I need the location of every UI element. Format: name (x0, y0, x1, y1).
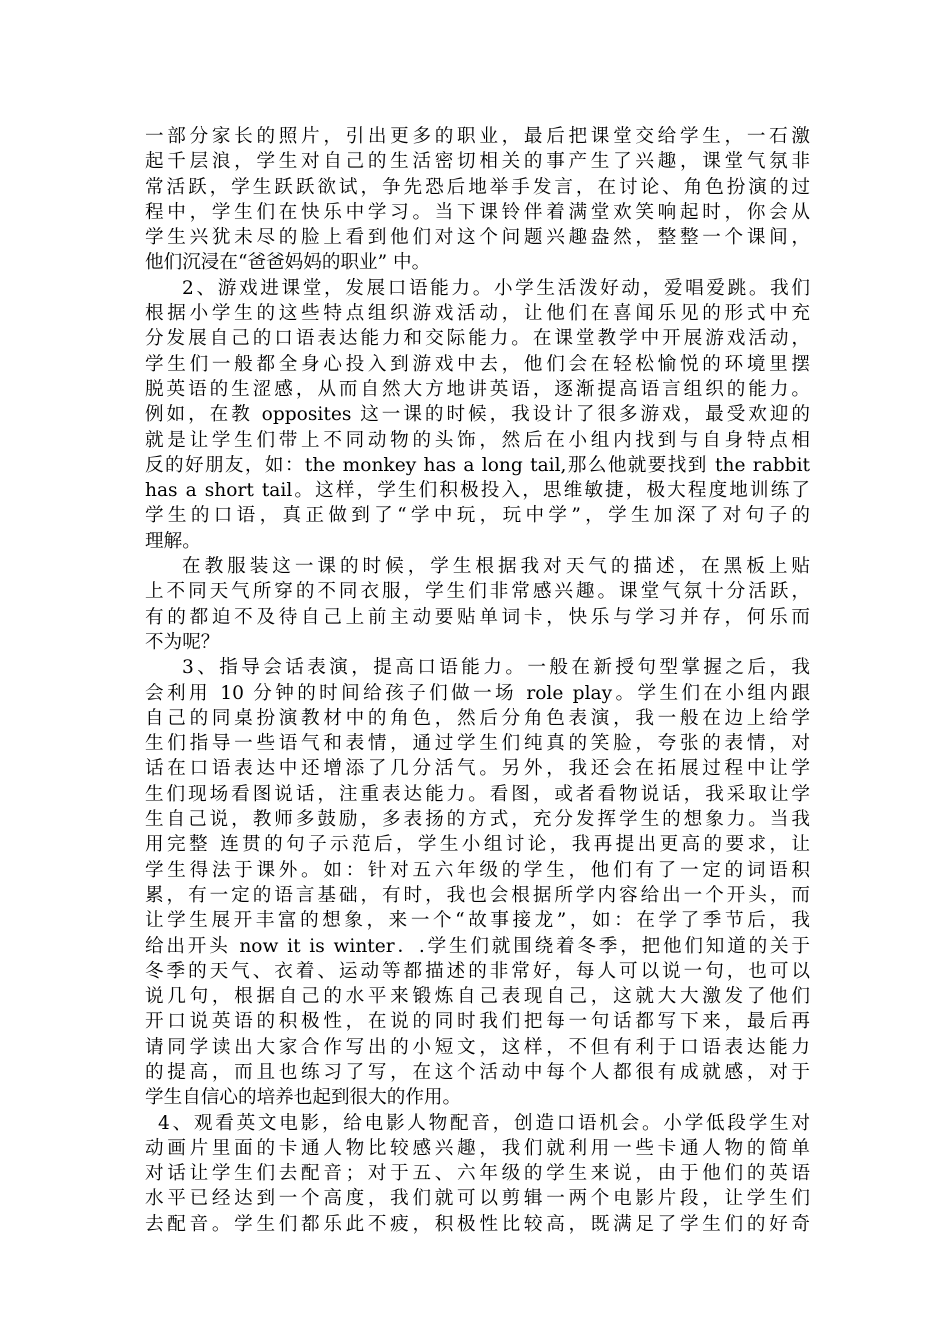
text-line: 3、指导会话表演，提高口语能力。一般在新授句型掌握之后，我 (182, 657, 810, 679)
text-line: 分发展自己的口语表达能力和交际能力。在课堂教学中开展游戏活动， (145, 328, 810, 350)
text-line: 他们沉浸在“爸爸妈妈的职业” 中。 (145, 252, 431, 274)
text-line: 话在口语表达中还增添了几分活气。另外，我还会在拓展过程中让学 (145, 758, 810, 780)
text-line: 的提高，而且也练习了写，在这个活动中每个人都很有成就感，对于 (145, 1061, 810, 1083)
text-line: 生们指导一些语气和表情，通过学生们纯真的笑脸，夸张的表情，对 (145, 733, 810, 755)
text-line: 不为呢？ (145, 631, 220, 653)
text-line: has a short tail。这样，学生们积极投入，思维敏捷，极大程度地训练了 (145, 480, 810, 502)
text-line: 就是让学生们带上不同动物的头饰，然后在小组内找到与自身特点相 (145, 429, 810, 451)
text-line: 有的都迫不及待自己上前主动要贴单词卡，快乐与学习并存，何乐而 (145, 606, 810, 628)
text-line: 生们现场看图说话，注重表达能力。看图，或者看物说话，我采取让学 (145, 783, 810, 805)
text-line: 让学生展开丰富的想象，来一个“故事接龙”，如：在学了季节后，我 (145, 910, 810, 932)
text-line: 例如，在教 opposites 这一课的时候，我设计了很多游戏，最受欢迎的 (145, 404, 810, 426)
text-line: 一部分家长的照片，引出更多的职业，最后把课堂交给学生，一石激 (145, 126, 810, 147)
text-line: 动画片里面的卡通人物比较感兴趣，我们就利用一些卡通人物的简单 (145, 1137, 810, 1159)
text-line: 脱英语的生涩感，从而自然大方地讲英语，逐渐提高语言组织的能力。 (145, 378, 810, 400)
text-line: 起千层浪，学生对自己的生活密切相关的事产生了兴趣，课堂气氛非 (145, 151, 810, 173)
text-line: 2、游戏进课堂，发展口语能力。小学生活泼好动，爱唱爱跳。我们 (182, 277, 810, 299)
text-line: 在教服装这一课的时候，学生根据我对天气的描述，在黑板上贴 (182, 556, 810, 578)
text-line: 开口说英语的积极性，在说的同时我们把每一句话都写下来，最后再 (145, 1011, 810, 1033)
text-line: 学生兴犹未尽的脸上看到他们对这个问题兴趣盎然，整整一个课间， (145, 227, 810, 249)
text-line: 程中，学生们在快乐中学习。当下课铃伴着满堂欢笑响起时，你会从 (145, 201, 810, 223)
text-line: 水平已经达到一个高度，我们就可以剪辑一两个电影片段，让学生们 (145, 1188, 810, 1210)
text-line: 请同学读出大家合作写出的小短文，这样，不但有利于口语表达能力 (145, 1036, 810, 1058)
text-line: 生自己说，教师多鼓励，多表扬的方式，充分发挥学生的想象力。当我 (145, 809, 810, 831)
text-line: 累，有一定的语言基础，有时，我也会根据所学内容给出一个开头，而 (145, 884, 810, 906)
text-line: 给出开头 now it is winter．.学生们就围绕着冬季，把他们知道的关于 (145, 935, 810, 957)
text-line: 4、观看英文电影，给电影人物配音，创造口语机会。小学低段学生对 (158, 1112, 810, 1134)
text-line: 自己的同桌扮演教材中的角色，然后分角色表演，我一般在边上给学 (145, 707, 810, 729)
text-line: 学生得法于课外。如：针对五六年级的学生，他们有了一定的词语积 (145, 859, 810, 881)
text-line: 用完整 连贯的句子示范后，学生小组讨论，我再提出更高的要求，让 (145, 834, 810, 856)
text-line: 对话让学生们去配音；对于五、六年级的学生来说，由于他们的英语 (145, 1163, 810, 1185)
text-line: 学生自信心的培养也起到很大的作用。 (145, 1087, 462, 1109)
text-line: 学生的口语，真正做到了“学中玩，玩中学”，学生加深了对句子的 (145, 505, 810, 527)
text-line: 根据小学生的这些特点组织游戏活动，让他们在喜闻乐见的形式中充 (145, 303, 810, 325)
text-line: 常活跃，学生跃跃欲试，争先恐后地举手发言，在讨论、角色扮演的过 (145, 176, 810, 198)
text-line: 会利用 10 分钟的时间给孩子们做一场 role play。学生们在小组内跟 (145, 682, 810, 704)
document-page (145, 124, 810, 1237)
text-line: 说几句，根据自己的水平来锻炼自己表现自己，这就大大激发了他们 (145, 986, 810, 1008)
text-line: 去配音。学生们都乐此不疲，积极性比较高，既满足了学生们的好奇 (145, 1213, 810, 1235)
text-line: 理解。 (145, 530, 201, 552)
text-line: 反的好朋友，如：the monkey has a long tail,那么他就要找到 the rabbit (145, 454, 810, 476)
text-line: 冬季的天气、衣着、运动等都描述的非常好，每人可以说一句，也可以 (145, 960, 810, 982)
text-line: 上不同天气所穿的不同衣服，学生们非常感兴趣。课堂气氛十分活跃， (145, 581, 810, 603)
text-line: 学生们一般都全身心投入到游戏中去，他们会在轻松愉悦的环境里摆 (145, 353, 810, 375)
